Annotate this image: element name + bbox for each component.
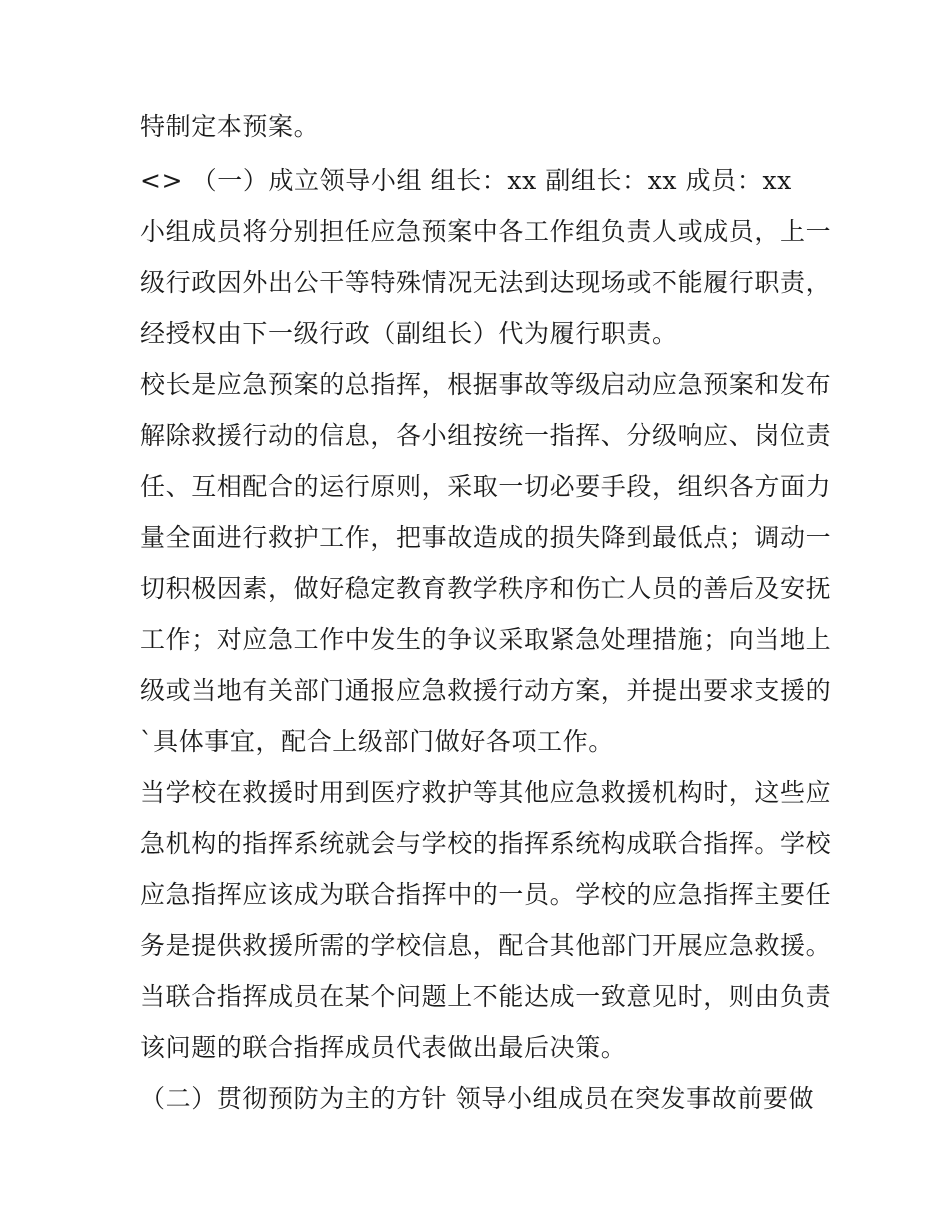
text-line: 解除救援行动的信息，各小组按统一指挥、分级响应、岗位责 <box>140 421 832 450</box>
text-line: 小组成员将分别担任应急预案中各工作组负责人或成员，上一 <box>140 217 832 246</box>
text-line: 该问题的联合指挥成员代表做出最后决策。 <box>140 1033 627 1062</box>
text-line: 级行政因外出公干等特殊情况无法到达现场或不能履行职责， <box>140 268 832 297</box>
text-line: 级或当地有关部门通报应急救援行动方案，并提出要求支援的 <box>140 676 832 705</box>
text-line: 经授权由下一级行政（副组长）代为履行职责。 <box>140 319 678 348</box>
text-line: 量全面进行救护工作，把事故造成的损失降到最低点；调动一 <box>140 523 832 552</box>
text-line: 切积极因素，做好稳定教育教学秩序和伤亡人员的善后及安抚 <box>140 574 832 603</box>
text-line: `具体事宜，配合上级部门做好各项工作。 <box>140 727 614 756</box>
text-line: 务是提供救援所需的学校信息，配合其他部门开展应急救援。 <box>140 931 832 960</box>
text-line: 校长是应急预案的总指挥，根据事故等级启动应急预案和发布 <box>140 370 832 399</box>
section-heading: （二）贯彻预防为主的方针 领导小组成员在突发事故前要做 <box>140 1084 815 1113</box>
text-line: 应急指挥应该成为联合指挥中的一员。学校的应急指挥主要任 <box>140 880 832 909</box>
section-heading: <> （一）成立领导小组 组长：xx 副组长：xx 成员：xx <box>140 166 792 195</box>
text-line: 急机构的指挥系统就会与学校的指挥系统构成联合指挥。学校 <box>140 829 832 858</box>
text-line: 特制定本预案。 <box>140 112 320 141</box>
text-line: 当学校在救援时用到医疗救护等其他应急救援机构时，这些应 <box>140 778 832 807</box>
text-line: 工作；对应急工作中发生的争议采取紧急处理措施；向当地上 <box>140 625 832 654</box>
text-line: 任、互相配合的运行原则，采取一切必要手段，组织各方面力 <box>140 472 832 501</box>
text-line: 当联合指挥成员在某个问题上不能达成一致意见时，则由负责 <box>140 982 832 1011</box>
